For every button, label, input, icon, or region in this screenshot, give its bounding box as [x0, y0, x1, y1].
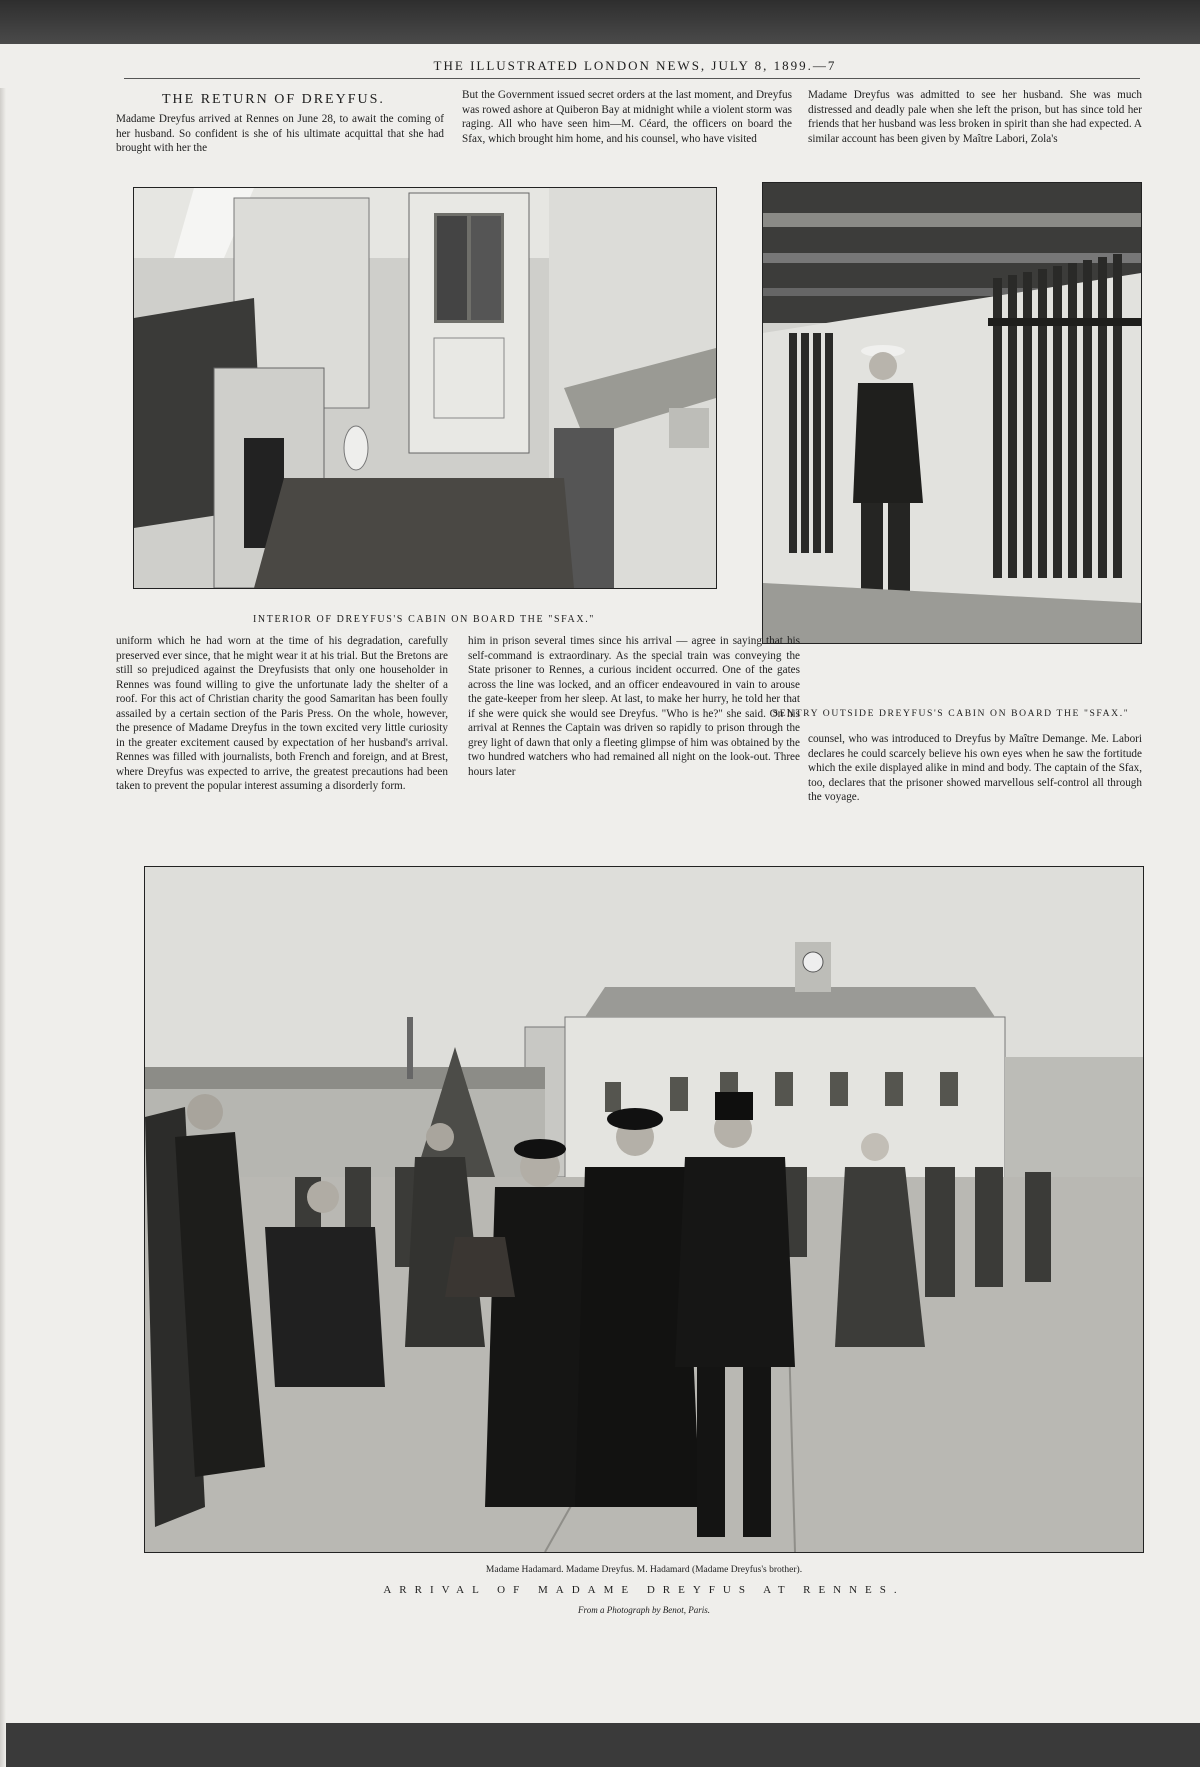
cabin-caption: INTERIOR OF DREYFUS'S CABIN ON BOARD THE "SFAX."	[253, 614, 595, 625]
sentry-photo	[762, 182, 1142, 644]
newspaper-page	[0, 44, 1200, 1723]
arrival-caption: ARRIVAL OF MADAME DREYFUS AT RENNES.	[383, 1584, 905, 1596]
sentry-illustration	[763, 183, 1141, 643]
arrival-illustration	[145, 867, 1143, 1552]
cabin-illustration	[134, 188, 716, 588]
header-rule	[124, 78, 1140, 79]
article-column-3-middle	[808, 732, 1142, 816]
page-fold-shadow	[0, 88, 6, 1767]
paragraph: Madame Dreyfus was admitted to see her husband. She was much distressed and deadly pale when she left the prison, but has since told her friends that her husband was less broken in spirit than she had expected. A similar account has been given by Maître Labori, Zola's	[808, 89, 1142, 145]
paragraph: counsel, who was introduced to Dreyfus by Maître Demange. Me. Labori declares he could scarcely believe his own eyes when he saw the fortitude which the exile displayed alike in mind and body. The captain of the Sfax, too, declares that the prisoner showed marvellous self-control all through the voyage.	[808, 733, 1142, 803]
sentry-caption: SENTRY OUTSIDE DREYFUS'S CABIN ON BOARD THE "SFAX."	[772, 708, 1130, 719]
arrival-photograph	[144, 866, 1144, 1553]
paragraph: uniform which he had worn at the time of his degradation, carefully preserved ever since, that he might wear it at his trial. But the Bretons are still so prejudiced against the Dreyfusists that only one householder in Rennes was found willing to give the unfortunate lady the shelter of a roof. For this act of Christian charity the good Samaritan has been foully assailed by a certain section of the Paris Press. On the whole, however, the presence of Madame Dreyfus in the town excited very little curiosity in the greater excitement caused by expectation of her husband's arrival. Rennes was filled with journalists, both French and foreign, and at Brest, where Dreyfus was expected to arrive, the greatest precautions had been taken to prevent the popular interest assuming a disorderly form.	[116, 635, 448, 792]
cabin-interior-photo	[133, 187, 717, 589]
photo-names: Madame Hadamard. Madame Dreyfus. M. Hadamard (Madame Dreyfus's brother).	[485, 1565, 803, 1575]
article-column-2-middle	[468, 634, 800, 816]
paragraph: But the Government issued secret orders at the last moment, and Dreyfus was rowed ashore at Quiberon Bay at midnight while a violent storm was raging. All who have seen him—M. Céard, the officers on board the Sfax, which brought him home, and his counsel, who have visited	[462, 89, 792, 145]
article-heading: THE RETURN OF DREYFUS.	[162, 92, 385, 107]
running-head: THE ILLUSTRATED LONDON NEWS, JULY 8, 1899.—7	[433, 58, 837, 73]
article-column-1-middle	[116, 634, 448, 816]
paragraph: him in prison several times since his arrival — agree in saying that his self-command is extraordinary. As the special train was conveying the State prisoner to Rennes, a curious incident occurred. One of the gates across the line was locked, and an officer endeavoured in vain to arouse the gate-keeper from her sleep. At last, to make her hurry, he told her that if she were quick she would see Dreyfus. "Who is he?" she said. On his arrival at Rennes the Captain was driven so rapidly to prison through the grey light of dawn that only a fleeting glimpse of him was obtained by the two hundred watchers who had remained all night on the look-out. Three hours later	[468, 635, 800, 778]
scan-top-edge	[0, 0, 1200, 44]
paragraph: Madame Dreyfus arrived at Rennes on June 28, to await the coming of her husband. So confident is she of his ultimate acquittal that she had brought with her the	[116, 113, 444, 154]
article-column-2-top	[462, 88, 792, 200]
photo-credit: From a Photograph by Benot, Paris.	[578, 1605, 710, 1615]
